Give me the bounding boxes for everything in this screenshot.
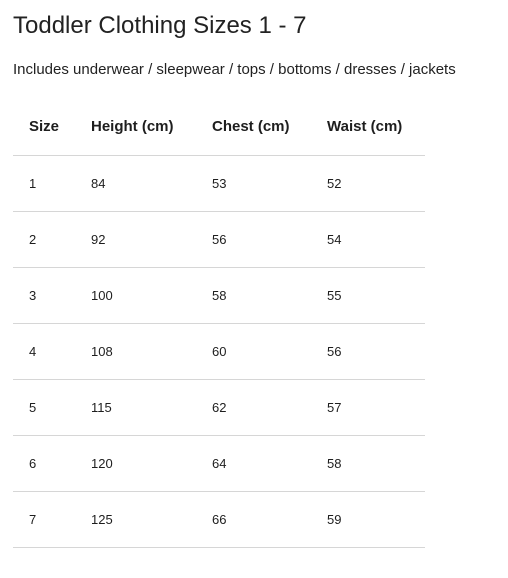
cell-chest: 60 [212, 323, 327, 379]
cell-height: 100 [91, 267, 212, 323]
cell-waist: 52 [327, 155, 425, 211]
cell-chest: 66 [212, 491, 327, 547]
cell-chest: 53 [212, 155, 327, 211]
cell-waist: 57 [327, 379, 425, 435]
table-row [13, 435, 425, 491]
size-chart-table [13, 99, 425, 548]
header-size: Size [13, 99, 91, 155]
cell-height: 92 [91, 211, 212, 267]
cell-chest: 56 [212, 211, 327, 267]
header-height: Height (cm) [91, 99, 212, 155]
cell-height: 120 [91, 435, 212, 491]
cell-height: 115 [91, 379, 212, 435]
table-row [13, 491, 425, 547]
page-subtitle: Includes underwear / sleepwear / tops / bottoms / dresses / jackets [13, 61, 456, 78]
cell-height: 84 [91, 155, 212, 211]
cell-size: 2 [13, 211, 91, 267]
cell-waist: 58 [327, 435, 425, 491]
cell-size: 1 [13, 155, 91, 211]
table-header-row [13, 99, 425, 155]
table-row [13, 211, 425, 267]
cell-size: 6 [13, 435, 91, 491]
cell-size: 4 [13, 323, 91, 379]
cell-chest: 62 [212, 379, 327, 435]
table-row [13, 267, 425, 323]
cell-waist: 56 [327, 323, 425, 379]
cell-chest: 58 [212, 267, 327, 323]
table-row [13, 323, 425, 379]
cell-waist: 54 [327, 211, 425, 267]
cell-size: 5 [13, 379, 91, 435]
header-chest: Chest (cm) [212, 99, 327, 155]
cell-waist: 55 [327, 267, 425, 323]
cell-size: 7 [13, 491, 91, 547]
header-waist: Waist (cm) [327, 99, 425, 155]
table-row [13, 379, 425, 435]
page-title: Toddler Clothing Sizes 1 - 7 [13, 12, 307, 39]
cell-height: 108 [91, 323, 212, 379]
cell-waist: 59 [327, 491, 425, 547]
cell-size: 3 [13, 267, 91, 323]
table-row [13, 155, 425, 211]
cell-chest: 64 [212, 435, 327, 491]
cell-height: 125 [91, 491, 212, 547]
